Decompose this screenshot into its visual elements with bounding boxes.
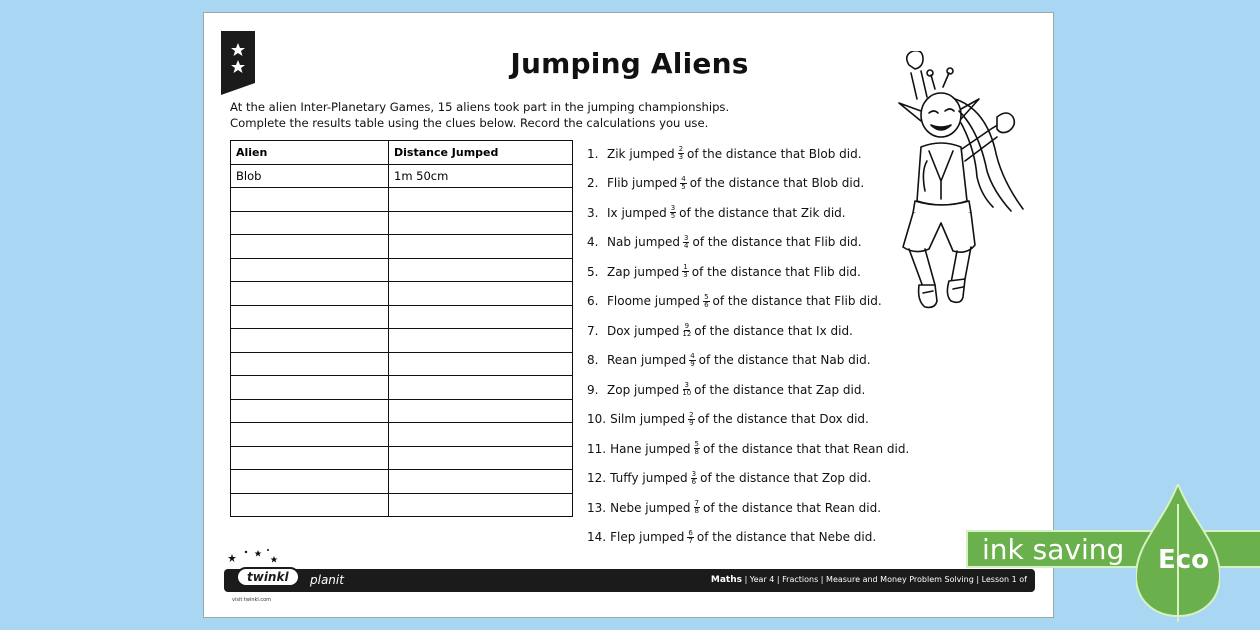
table-row [231, 282, 573, 306]
clue-number: 5. [587, 264, 599, 279]
clue-item [587, 139, 909, 169]
clue-number: 1. [587, 146, 599, 161]
distance-cell[interactable] [389, 329, 573, 353]
fraction-numerator: 3 [670, 204, 676, 213]
clue-text-before: Silm jumped [610, 412, 686, 427]
footer-subject: Maths [710, 575, 743, 585]
fraction [682, 382, 691, 397]
table-row [231, 446, 573, 470]
clue-text-before: Zap jumped [607, 264, 680, 279]
distance-cell[interactable] [389, 305, 573, 329]
distance-cell: 1m 50cm [389, 164, 573, 188]
clue-number: 13. [587, 500, 607, 515]
planit-label: planit [310, 573, 344, 587]
fraction-numerator: 3 [691, 469, 697, 478]
fraction-denominator: 8 [694, 448, 699, 457]
alien-cell[interactable] [231, 423, 389, 447]
clue-item [587, 523, 909, 553]
clue-text-before: Floome jumped [607, 294, 701, 309]
clue-number: 14. [587, 530, 607, 545]
fraction-numerator: 3 [684, 381, 689, 390]
fraction-numerator: 1 [683, 263, 688, 272]
clue-text-after: of the distance that Ix did. [694, 323, 853, 338]
fraction [694, 441, 700, 456]
alien-cell: Blob [231, 164, 389, 188]
alien-cell[interactable] [231, 352, 389, 376]
clue-text-after: of the distance that Flib did. [712, 294, 882, 309]
alien-cell[interactable] [231, 235, 389, 259]
alien-cell[interactable] [231, 211, 389, 235]
clue-number: 7. [587, 323, 599, 338]
alien-illustration-icon [869, 51, 1029, 331]
clue-item [587, 287, 909, 317]
ink-saving-label: ink saving [982, 533, 1125, 566]
alien-cell[interactable] [231, 305, 389, 329]
clue-text-after: of the distance that Dox did. [697, 412, 869, 427]
fraction-numerator: 4 [690, 351, 695, 360]
fraction-denominator: 10 [682, 389, 692, 398]
alien-cell[interactable] [231, 399, 389, 423]
table-row [231, 399, 573, 423]
table-row [231, 305, 573, 329]
clue-item [587, 346, 909, 376]
clue-number: 8. [587, 353, 599, 368]
table-row [231, 258, 573, 282]
fraction [682, 323, 691, 338]
alien-cell[interactable] [231, 446, 389, 470]
distance-cell[interactable] [389, 188, 573, 212]
fraction-denominator: 5 [681, 182, 686, 191]
header-alien: Alien [231, 141, 389, 165]
twinkl-logo: twinkl [236, 567, 300, 587]
clue-text-after: of the distance that Blob did. [689, 176, 865, 191]
table-row [231, 352, 573, 376]
fraction-numerator: 2 [678, 145, 684, 154]
header-distance: Distance Jumped [389, 141, 573, 165]
table-row [231, 493, 573, 517]
distance-cell[interactable] [389, 258, 573, 282]
table-row [231, 235, 573, 259]
fraction-numerator: 4 [681, 174, 686, 183]
fraction-denominator: 6 [691, 477, 697, 486]
fraction [678, 146, 684, 161]
instructions [230, 99, 729, 131]
clue-text-after: of the distance that Zap did. [694, 382, 866, 397]
fraction [703, 294, 709, 309]
table-row [231, 329, 573, 353]
alien-cell[interactable] [231, 188, 389, 212]
clue-text-after: of the distance that Nebe did. [696, 530, 877, 545]
clue-text-after: of the distance that Rean did. [702, 500, 882, 515]
clue-text-before: Ix jumped [607, 205, 667, 220]
intro-line-2: Complete the results table using the clues below. Record the calculations you use. [230, 116, 709, 130]
table-header-row [231, 141, 573, 165]
clue-text-before: Dox jumped [607, 323, 680, 338]
clue-number: 6. [587, 294, 599, 309]
alien-cell[interactable] [231, 282, 389, 306]
clue-number: 2. [587, 176, 599, 191]
distance-cell[interactable] [389, 235, 573, 259]
distance-cell[interactable] [389, 423, 573, 447]
alien-cell[interactable] [231, 470, 389, 494]
distance-cell[interactable] [389, 470, 573, 494]
alien-cell[interactable] [231, 258, 389, 282]
table-row [231, 164, 573, 188]
clue-item [587, 405, 909, 435]
fraction-denominator: 7 [688, 536, 693, 545]
clue-item [587, 228, 909, 258]
footer-meta [711, 575, 1027, 585]
clue-item [587, 316, 909, 346]
clue-item [587, 493, 909, 523]
clue-text-before: Zop jumped [607, 382, 680, 397]
fraction-denominator: 4 [684, 241, 689, 250]
fraction-numerator: 6 [688, 528, 693, 537]
eco-label: Eco [1158, 545, 1210, 575]
clue-text-after: of the distance that Flib did. [692, 235, 862, 250]
distance-cell[interactable] [389, 446, 573, 470]
clue-text-before: Tuffy jumped [610, 471, 688, 486]
fraction-denominator: 3 [683, 271, 688, 280]
fraction [691, 471, 697, 486]
distance-cell[interactable] [389, 493, 573, 517]
table-row [231, 211, 573, 235]
clue-text-before: Flep jumped [610, 530, 685, 545]
fraction [683, 235, 689, 250]
distance-cell[interactable] [389, 282, 573, 306]
fraction-denominator: 12 [682, 330, 692, 339]
clue-list [587, 139, 909, 552]
results-table [230, 140, 573, 517]
clue-number: 11. [587, 441, 607, 456]
fraction [694, 500, 700, 515]
clue-text-before: Rean jumped [607, 353, 687, 368]
fraction-numerator: 3 [684, 233, 689, 242]
clue-item [587, 375, 909, 405]
clue-text-before: Hane jumped [610, 441, 691, 456]
clue-text-after: of the distance that Nab did. [698, 353, 871, 368]
fraction-numerator: 9 [684, 322, 690, 331]
clue-number: 3. [587, 205, 599, 220]
clue-item [587, 434, 909, 464]
fraction-denominator: 3 [678, 153, 684, 162]
fraction-numerator: 2 [689, 410, 694, 419]
clue-number: 9. [587, 382, 599, 397]
fraction-numerator: 7 [694, 499, 699, 508]
clue-item [587, 169, 909, 199]
table-row [231, 376, 573, 400]
table-row [231, 470, 573, 494]
fraction [689, 353, 695, 368]
clue-text-before: Flib jumped [607, 176, 678, 191]
clue-text-after: of the distance that that Rean did. [703, 441, 910, 456]
fraction-numerator: 5 [704, 292, 709, 301]
fraction-denominator: 9 [690, 359, 695, 368]
fraction [687, 530, 693, 545]
footer-details: | Year 4 | Fractions | Measure and Money Problem Solving | Lesson 1 of [744, 575, 1027, 584]
fraction [680, 176, 686, 191]
distance-cell[interactable] [389, 376, 573, 400]
fraction-numerator: 5 [694, 440, 699, 449]
clue-text-after: of the distance that Flib did. [691, 264, 861, 279]
fraction [682, 264, 688, 279]
clue-text-before: Nab jumped [607, 235, 681, 250]
visit-link: visit twinkl.com [232, 597, 272, 603]
alien-cell[interactable] [231, 329, 389, 353]
clue-text-after: of the distance that Blob did. [687, 146, 862, 161]
fraction [688, 412, 694, 427]
clue-item [587, 464, 909, 494]
alien-cell[interactable] [231, 493, 389, 517]
fraction-denominator: 9 [689, 418, 694, 427]
fraction [670, 205, 676, 220]
distance-cell[interactable] [389, 211, 573, 235]
distance-cell[interactable] [389, 352, 573, 376]
footer-bar [224, 569, 1035, 592]
table-row [231, 423, 573, 447]
intro-line-1: At the alien Inter-Planetary Games, 15 aliens took part in the jumping championships. [230, 100, 730, 114]
fraction-denominator: 5 [670, 212, 676, 221]
clue-text-before: Zik jumped [607, 146, 675, 161]
clue-item [587, 257, 909, 287]
table-row [231, 188, 573, 212]
ink-saving-eco-badge [966, 484, 1260, 575]
clue-text-after: of the distance that Zop did. [700, 471, 872, 486]
clue-number: 10. [587, 412, 607, 427]
alien-cell[interactable] [231, 376, 389, 400]
fraction-denominator: 6 [704, 300, 709, 309]
worksheet-page [203, 12, 1054, 618]
fraction-denominator: 8 [694, 507, 699, 516]
clue-number: 12. [587, 471, 607, 486]
clue-text-before: Nebe jumped [610, 500, 691, 515]
clue-number: 4. [587, 235, 599, 250]
page-title: Jumping Aliens [510, 47, 749, 80]
clue-item [587, 198, 909, 228]
clue-text-after: of the distance that Zik did. [679, 205, 846, 220]
distance-cell[interactable] [389, 399, 573, 423]
